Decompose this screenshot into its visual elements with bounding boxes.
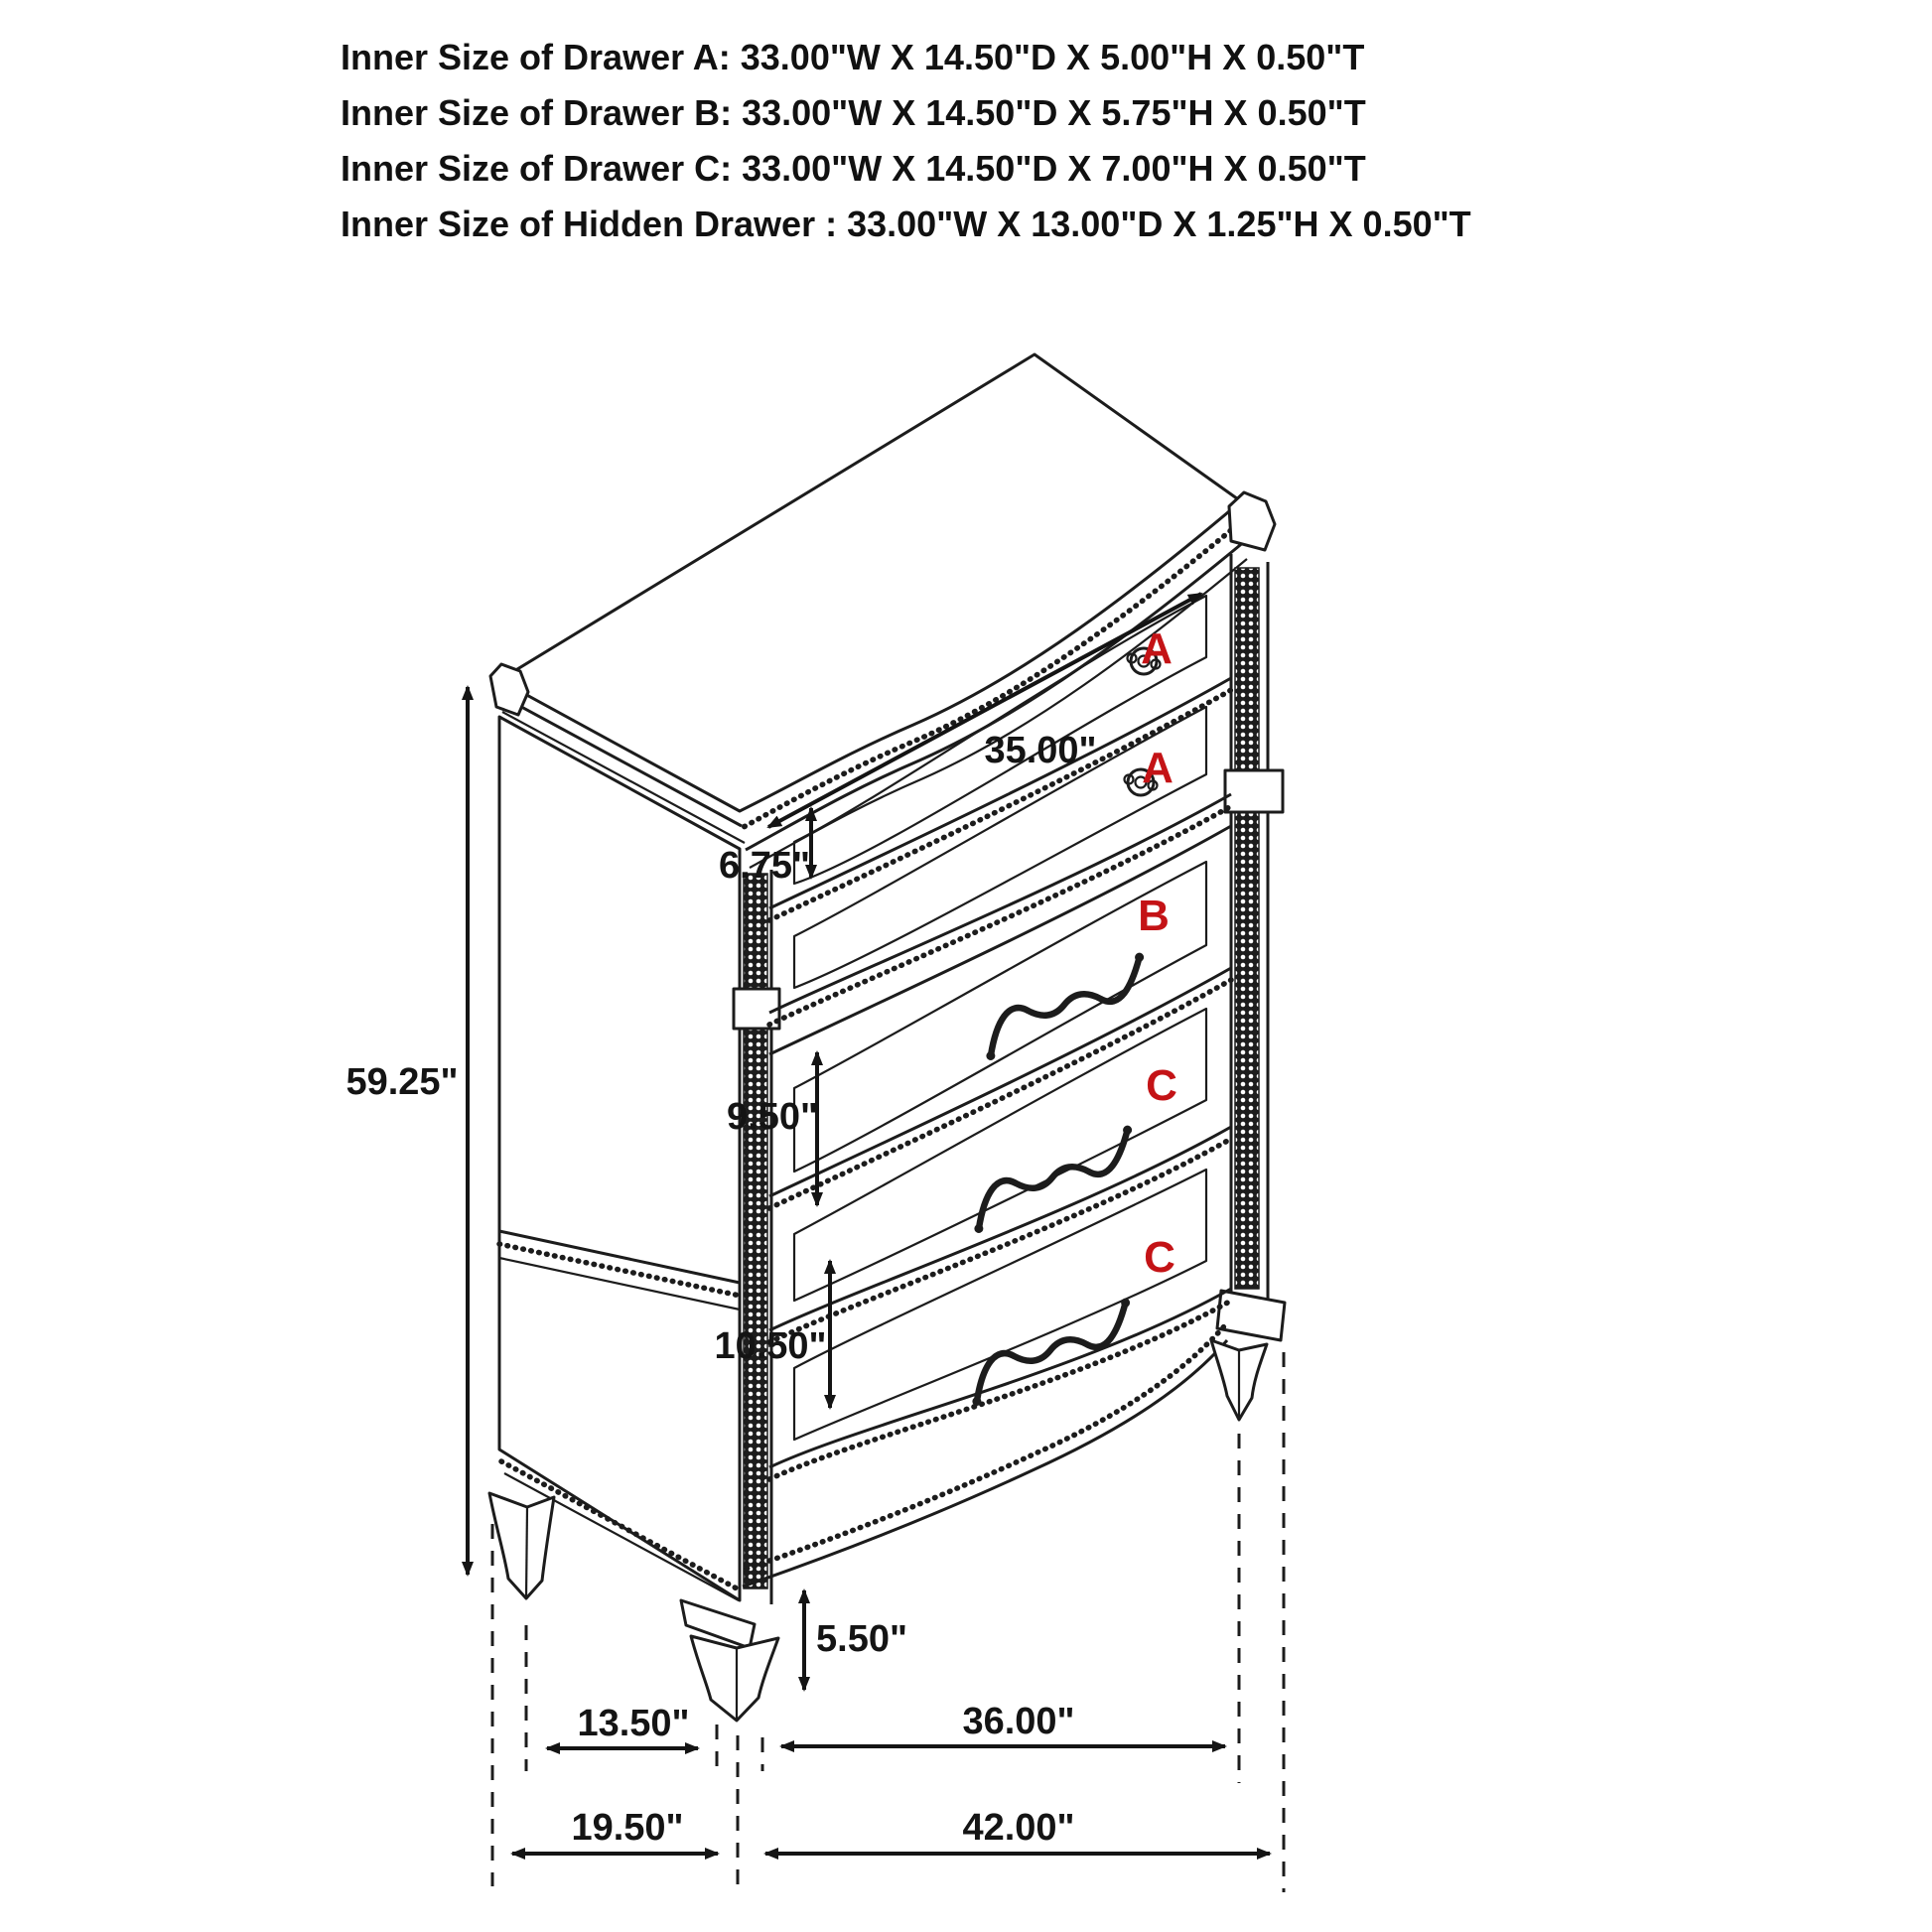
front-left-corner-post (734, 849, 779, 1604)
gap-c1-c2-top (769, 1127, 1231, 1330)
top-right-corner-cap (1229, 492, 1275, 550)
right-post-waist-block (1225, 770, 1283, 812)
drawer-c1-handle (960, 1124, 1147, 1234)
dimension-label-overall-depth: 19.50" (571, 1807, 684, 1849)
drawer-label-b: B (1138, 892, 1170, 940)
front-center-leg (681, 1600, 778, 1721)
dimension-label-leg-width: 36.00" (962, 1701, 1075, 1742)
dimension-label-top-front-width: 35.00" (984, 730, 1097, 771)
drawer-label-a2: A (1142, 744, 1173, 792)
left-post-bead-trim (744, 874, 767, 1588)
gap-c2-rail-top (769, 1289, 1231, 1467)
spec-line-drawer-c: Inner Size of Drawer C: 33.00"W X 14.50"D X 7.00"H X 0.50"T (341, 148, 1366, 189)
spec-line-drawer-a: Inner Size of Drawer A: 33.00"W X 14.50"D X 5.00"H X 0.50"T (341, 37, 1365, 77)
dimension-label-leg-depth: 13.50" (577, 1703, 690, 1744)
right-post-bead-trim (1235, 568, 1259, 1289)
left-post-waist-block (734, 989, 779, 1029)
dimension-label-leg-height: 5.50" (816, 1618, 907, 1660)
drawer-label-c1: C (1146, 1061, 1177, 1110)
right-leg (1211, 1340, 1267, 1420)
left-leg (489, 1493, 554, 1598)
dimension-label-overall-width: 42.00" (962, 1807, 1075, 1849)
dimension-label-overall-height: 59.25" (345, 1061, 459, 1103)
side-panel (499, 717, 740, 1600)
drawer-label-c2: C (1144, 1233, 1175, 1282)
right-post-bottom-cap (1217, 1291, 1285, 1340)
gap-c2-rail-bead (769, 1301, 1231, 1479)
spec-line-hidden-drawer: Inner Size of Hidden Drawer : 33.00"W X 13.00"D X 1.25"H X 0.50"T (341, 204, 1471, 244)
dimension-label-top-drawer-height: 6.75" (719, 845, 810, 887)
front-right-corner-post (1217, 554, 1285, 1340)
drawer-label-a1: A (1141, 624, 1173, 673)
dimension-label-drawer-c-height: 10.50" (714, 1325, 827, 1367)
dimension-label-drawer-b-height: 9.50" (727, 1096, 818, 1138)
spec-line-drawer-b: Inner Size of Drawer B: 33.00"W X 14.50"D X 5.75"H X 0.50"T (341, 92, 1366, 133)
chest-body (489, 354, 1285, 1721)
drawer-b-handle (972, 951, 1159, 1061)
